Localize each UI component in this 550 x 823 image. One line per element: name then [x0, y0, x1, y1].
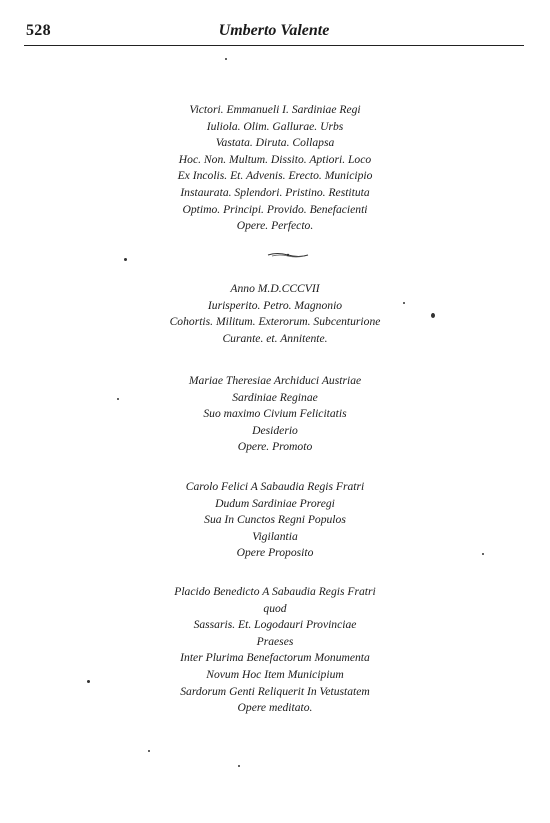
ornament-divider: [266, 251, 310, 259]
inscription-line: Opere. Promoto: [237, 440, 313, 454]
print-speck: [87, 680, 90, 683]
inscription-line: Instaurata. Splendori. Pristino. Restituta: [180, 185, 370, 199]
inscription-mariae-theresiae: [0, 373, 550, 456]
inscription-line: Praeses: [256, 634, 294, 648]
page-number: 528: [26, 22, 51, 39]
inscription-line: Sardiniae Reginae: [232, 390, 318, 404]
inscription-line: Opere meditato.: [237, 701, 313, 715]
inscription-line: Anno M.D.CCCVII: [230, 282, 320, 295]
inscription-line: Ex Incolis. Et. Advenis. Erecto. Municipio: [177, 169, 373, 183]
inscription-line: Inter Plurima Benefactorum Monumenta: [180, 651, 370, 665]
inscription-line: Victori. Emmanueli I. Sardiniae Regi: [189, 103, 361, 116]
inscription-line: Sassaris. Et. Logodauri Provinciae: [193, 618, 357, 632]
inscription-line: Novum Hoc Item Municipium: [206, 667, 344, 681]
inscription-line: Curante. et. Annitente.: [222, 331, 328, 345]
print-speck: [148, 750, 150, 752]
inscription-line: Optimo. Principi. Provido. Benefacienti: [182, 202, 368, 216]
print-speck: [431, 313, 435, 318]
page-header: [26, 20, 522, 42]
inscription-line: Vastata. Diruta. Collapsa: [215, 136, 335, 150]
inscription-line: Carolo Felici A Sabaudia Regis Fratri: [185, 480, 365, 493]
inscription-victori: [0, 102, 550, 235]
print-speck: [482, 553, 484, 555]
inscription-line: Opere. Perfecto.: [236, 219, 314, 233]
inscription-line: quod: [263, 601, 287, 615]
inscription-line: Dudum Sardiniae Proregi: [215, 496, 335, 510]
print-speck: [238, 765, 240, 767]
inscription-line: Desiderio: [252, 423, 298, 437]
inscription-line: Sardorum Genti Reliquerit In Vetustatem: [180, 684, 370, 698]
inscription-line: Iuliola. Olim. Gallurae. Urbs: [206, 119, 344, 133]
inscription-line: Iurisperito. Petro. Magnonio: [207, 298, 343, 312]
print-speck: [117, 398, 119, 400]
print-speck: [124, 258, 127, 261]
inscription-line: Opere Proposito: [236, 546, 314, 560]
inscription-line: Suo maximo Civium Felicitatis: [203, 407, 347, 421]
inscription-placido-benedicto: [0, 584, 550, 717]
print-speck: [403, 302, 405, 304]
inscription-line: Cohortis. Militum. Exterorum. Subcenturione: [169, 315, 381, 329]
inscription-line: Vigilantia: [252, 529, 298, 543]
running-head: Umberto Valente: [218, 22, 330, 39]
inscription-line: Sua In Cunctos Regni Populos: [204, 513, 346, 527]
inscription-anno: [0, 281, 550, 347]
inscription-line: Hoc. Non. Multum. Dissito. Aptiori. Loco: [178, 152, 372, 166]
print-speck: [225, 58, 227, 60]
inscription-carolo-felici: [0, 479, 550, 562]
inscription-line: Placido Benedicto A Sabaudia Regis Fratri: [174, 585, 376, 598]
inscription-line: Mariae Theresiae Archiduci Austriae: [188, 374, 362, 387]
header-rule: [24, 45, 524, 46]
